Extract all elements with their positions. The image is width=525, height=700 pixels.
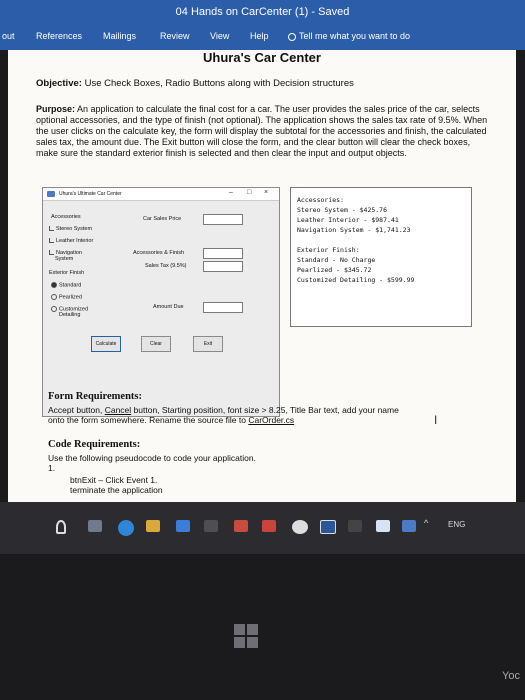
app-icon-9[interactable] [292,520,308,534]
sales-tax-label: Sales Tax (9.5%) [145,263,187,269]
tell-me-text: Tell me what you want to do [299,31,411,41]
accessories-finish-label: Accessories & Finish [133,250,185,256]
price-customized: Customized Detailing - $599.99 [297,276,415,284]
app-icon-6[interactable] [204,520,218,532]
sales-tax-output [203,261,243,272]
overlay-text: Yoc [502,670,520,682]
customized-radio[interactable]: Customized [51,306,88,312]
access-icon[interactable] [262,520,276,532]
purpose-label: Purpose: [36,104,76,114]
leather-checkbox[interactable]: Leather Interior [49,238,93,244]
document-title: 04 Hands on CarCenter (1) - Saved [175,6,350,18]
form-requirements-heading: Form Requirements: [48,391,142,402]
document-page [8,50,516,502]
windows-logo-icon [234,624,260,650]
standard-radio[interactable]: Standard [51,282,81,288]
form-title: Uhura's Ultimate Car Center [59,191,122,197]
pseudocode-step-number: 1. [48,463,56,473]
filezilla-icon[interactable] [234,520,248,532]
calculate-button[interactable]: Calculate [91,336,121,352]
accessories-finish-output [203,248,243,259]
price-standard: Standard - No Charge [297,256,376,264]
word-icon[interactable] [320,520,336,534]
tab-file[interactable]: out [2,31,15,41]
code-requirements-text: Use the following pseudocode to code your application. [48,453,256,463]
microphone-icon[interactable] [56,520,66,534]
checkbox-icon [49,226,54,231]
task-view-icon[interactable] [88,520,102,532]
navigation-checkbox[interactable]: Navigation [49,250,82,256]
navigation-checkbox-line2: System [55,256,74,262]
car-center-form [42,187,280,417]
code-requirements-heading: Code Requirements: [48,439,141,450]
store-icon[interactable] [176,520,190,532]
tab-view[interactable]: View [210,31,230,41]
edge-browser-icon[interactable] [118,520,134,536]
amount-due-output [203,302,243,313]
tray-overflow-icon[interactable]: ^ [424,518,429,528]
minimize-icon[interactable]: – [229,189,233,196]
objective-line [36,78,354,89]
search-icon [288,33,296,41]
tab-review[interactable]: Review [160,31,190,41]
car-sales-price-label: Car Sales Price [143,216,182,222]
pseudocode-step-1: btnExit – Click Event 1. terminate the application [70,475,163,495]
purpose-text: An application to calculate the final cost for a car. The user provides the sales price of the car, selects optional accessories, and the type of finish (not optional). The application shows the sales tax rate of 9.5%. When the user clicks on the calculate key, the form will display the subtotal for the accessories and finish, the calculated sales tax, the amount due. The Exit button will close the form, and the clear button will clear the check boxes, make sure the standard exterior finish is selected and then clear the input and output objects. [36,104,488,158]
exit-button[interactable]: Exit [193,336,223,352]
file-explorer-icon[interactable] [146,520,160,532]
radio-icon [51,294,57,300]
customized-radio-line2: Detailing [59,312,81,318]
price-exterior-header: Exterior Finish: [297,246,360,254]
radio-icon [51,306,57,312]
text-cursor-icon: I [434,413,438,427]
app-icon-11[interactable] [348,520,362,532]
price-stereo: Stereo System - $425.76 [297,206,388,214]
tab-references[interactable]: References [36,31,83,41]
price-list-box [290,187,472,327]
tab-mailings[interactable]: Mailings [103,31,137,41]
app-icon-13[interactable] [402,520,416,532]
car-sales-price-input[interactable] [203,214,243,225]
amount-due-label: Amount Due [153,304,184,310]
clear-button[interactable]: Clear [141,336,171,352]
language-indicator[interactable]: ENG [448,520,466,529]
maximize-icon[interactable]: □ [247,189,252,196]
checkbox-icon [49,238,54,243]
tab-help[interactable]: Help [250,31,269,41]
price-leather: Leather Interior - $987.41 [297,216,399,224]
tell-me-search[interactable] [288,31,410,41]
price-pearlized: Pearlized - $345.72 [297,266,372,274]
word-ribbon [0,0,525,50]
accessories-group-label: Accessories [51,214,81,220]
exterior-group-label: Exterior Finish [49,270,85,276]
objective-label: Objective: [36,78,82,89]
stereo-checkbox[interactable]: Stereo System [49,226,92,232]
objective-text: Use Check Boxes, Radio Buttons along with Decision structures [84,78,354,89]
pearlized-radio[interactable]: Pearlized [51,294,82,300]
checkbox-icon [49,250,54,255]
radio-selected-icon [51,282,57,288]
price-accessories-header: Accessories: [297,196,344,204]
price-navigation: Navigation System - $1,741.23 [297,226,411,234]
page-heading: Uhura's Car Center [203,50,321,65]
close-icon[interactable]: × [264,189,269,196]
monitor-bezel [0,554,525,700]
app-icon [47,191,55,197]
taskbar [0,502,525,554]
app-icon-12[interactable] [376,520,390,532]
form-requirements-text: Accept button, Cancel button, Starting position, font size > 8.25, Title Bar text, add your name onto the form somewhere. Rename the source file to CarOrder.cs [48,405,399,425]
purpose-paragraph [36,104,488,159]
form-title-bar [43,188,279,201]
